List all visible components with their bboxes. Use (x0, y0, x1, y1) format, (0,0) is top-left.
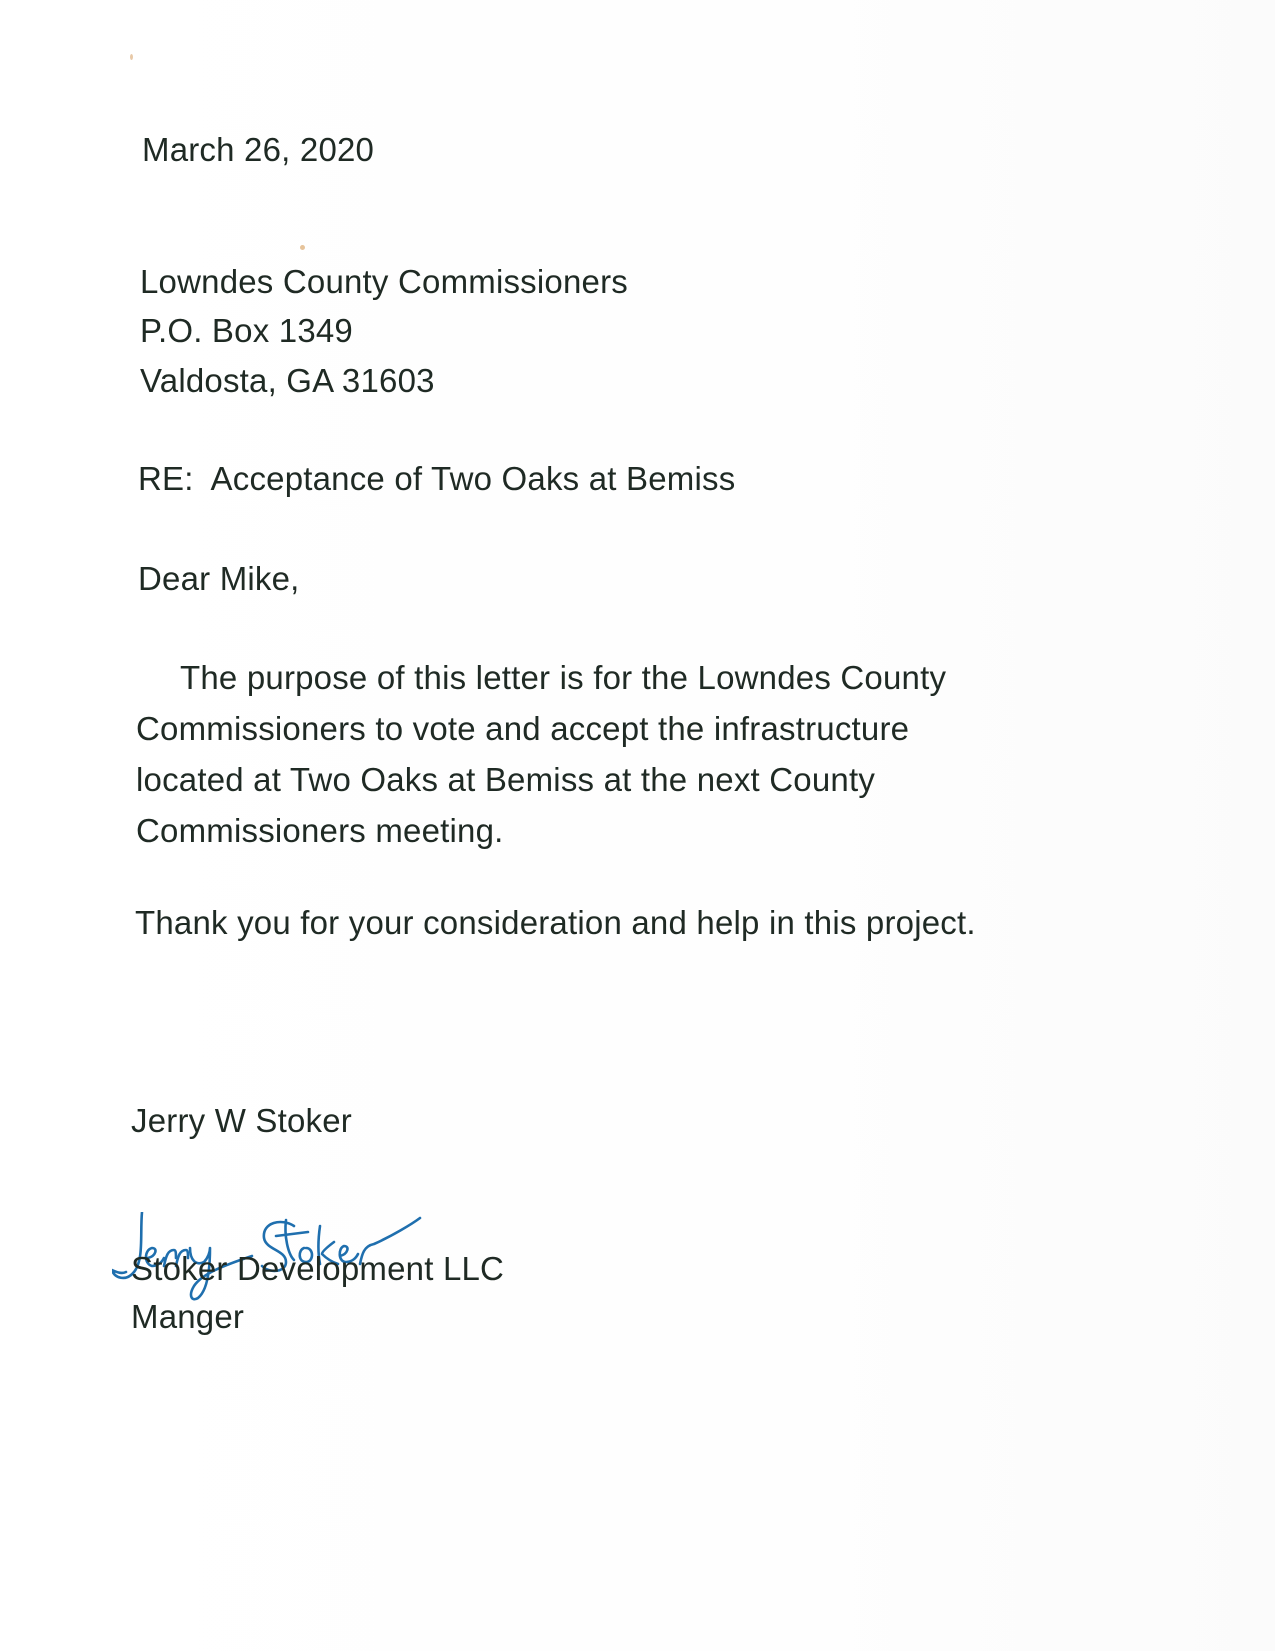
signer-title: Manger (131, 1298, 245, 1335)
recipient-name: Lowndes County Commissioners (140, 263, 628, 300)
body-paragraph-1-line-2: Commissioners to vote and accept the infrastructure (136, 710, 910, 747)
subject-line: RE: Acceptance of Two Oaks at Bemiss (138, 460, 736, 497)
body-paragraph-1-line-3: located at Two Oaks at Bemiss at the next County (136, 761, 876, 798)
company-name: Stoker Development LLC (131, 1250, 505, 1287)
body-paragraph-1-line-1: The purpose of this letter is for the Lowndes County (180, 659, 947, 696)
scan-speck (130, 54, 133, 60)
body-paragraph-1-line-4: Commissioners meeting. (136, 812, 504, 849)
letter-date: March 26, 2020 (142, 131, 375, 168)
recipient-address-line1: P.O. Box 1349 (140, 312, 353, 349)
salutation: Dear Mike, (138, 560, 300, 597)
printed-name: Jerry W Stoker (131, 1102, 352, 1139)
scan-speck (300, 245, 305, 250)
recipient-address-line2: Valdosta, GA 31603 (140, 362, 435, 399)
body-paragraph-2: Thank you for your consideration and help in this project. (135, 904, 976, 941)
body-paragraph-1 (136, 652, 1096, 856)
